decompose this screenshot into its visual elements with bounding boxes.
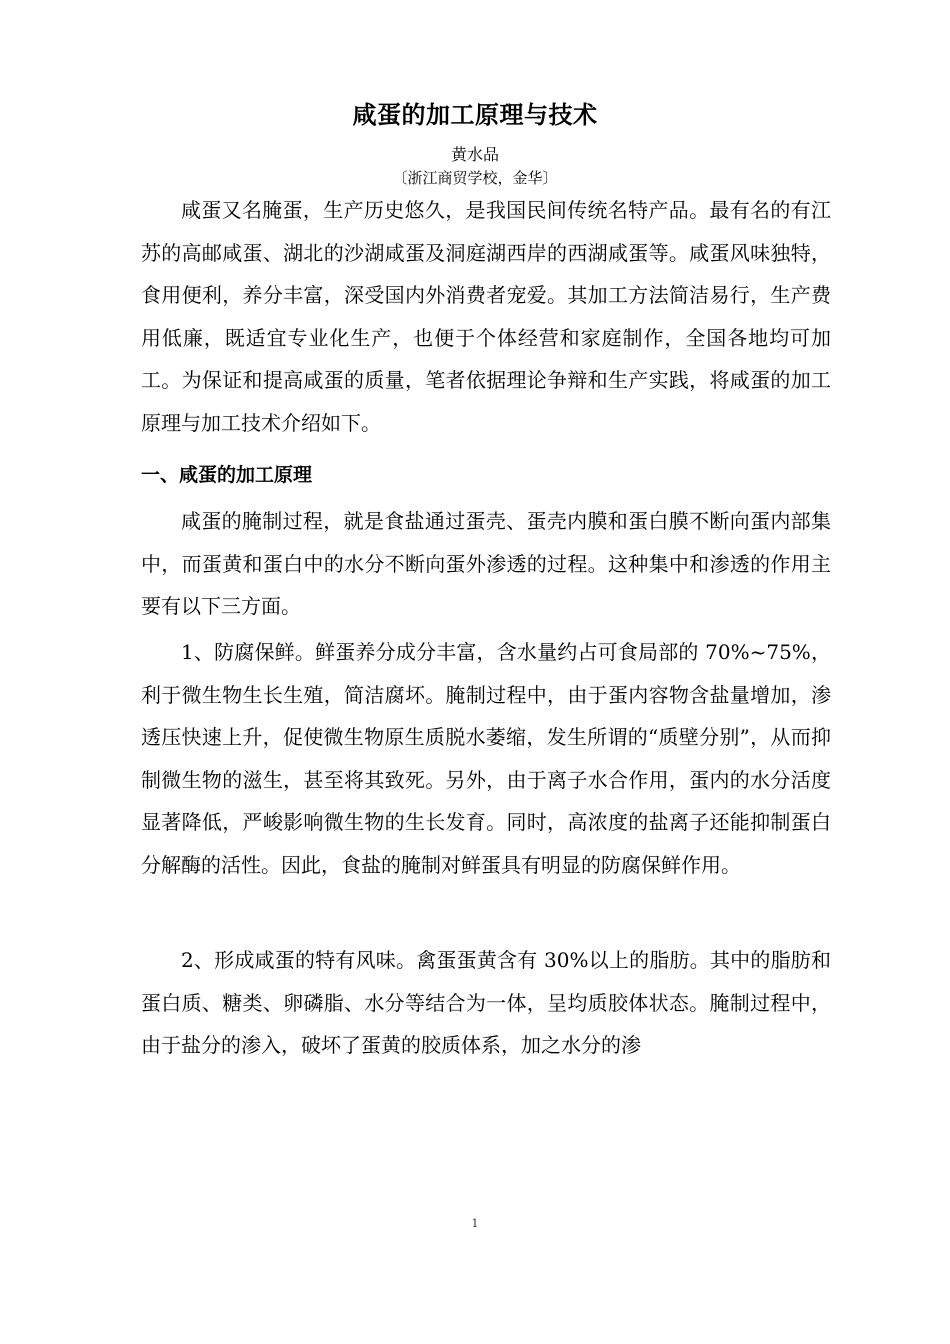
intro-paragraph: 咸蛋又名腌蛋，生产历史悠久，是我国民间传统名特产品。最有名的有江苏的高邮咸蛋、湖北的沙湖咸蛋及洞庭湖西岸的西湖咸蛋等。咸蛋风味独特，食用便利，养分丰富，深受国内外消费者宠爱。其加工方法简洁易行，生产费用低廉，既适宜专业化生产，也便于个体经营和家庭制作，全国各地均可加工。为保证和提高咸蛋的质量，笔者依据理论争辩和生产实践，将咸蛋的加工原理与加工技术介绍如下。 xyxy=(141,198,831,435)
section-intro-paragraph: 咸蛋的腌制过程，就是食盐通过蛋壳、蛋壳内膜和蛋白膜不断向蛋内部集中，而蛋黄和蛋白中的水分不断向蛋外渗透的过程。这种集中和渗透的作用主要有以下三方面。 xyxy=(141,509,831,618)
point-1-paragraph: 1、防腐保鲜。鲜蛋养分成分丰富，含水量约占可食局部的 70%~75%，利于微生物生长生殖，简洁腐坏。腌制过程中，由于蛋内容物含盐量增加，渗透压快速上升，促使微生物原生质脱水萎缩，发生所谓的“质壁分别”，从而抑制微生物的滋生，甚至将其致死。另外，由于离子水合作用，蛋内的水分活度显著降低，严峻影响微生物的生长发育。同时，高浓度的盐离子还能抑制蛋白分解酶的活性。因此，食盐的腌制对鲜蛋具有明显的防腐保鲜作用。 xyxy=(141,640,831,877)
document-title: 咸蛋的加工原理与技术 xyxy=(352,101,598,129)
section-heading: 一、咸蛋的加工原理 xyxy=(141,464,313,486)
page-number: 1 xyxy=(471,1217,479,1230)
point-2-paragraph: 2、形成咸蛋的特有风味。禽蛋蛋黄含有 30%以上的脂肪。其中的脂肪和蛋白质、糖类、卵磷脂、水分等结合为一体，呈均质胶体状态。腌制过程中，由于盐分的渗入，破坏了蛋黄的胶质体系，加之水分的渗 xyxy=(141,948,831,1057)
author-name: 黄水品 xyxy=(450,145,499,164)
author-affiliation: 〔浙江商贸学校，金华〕 xyxy=(392,169,558,187)
